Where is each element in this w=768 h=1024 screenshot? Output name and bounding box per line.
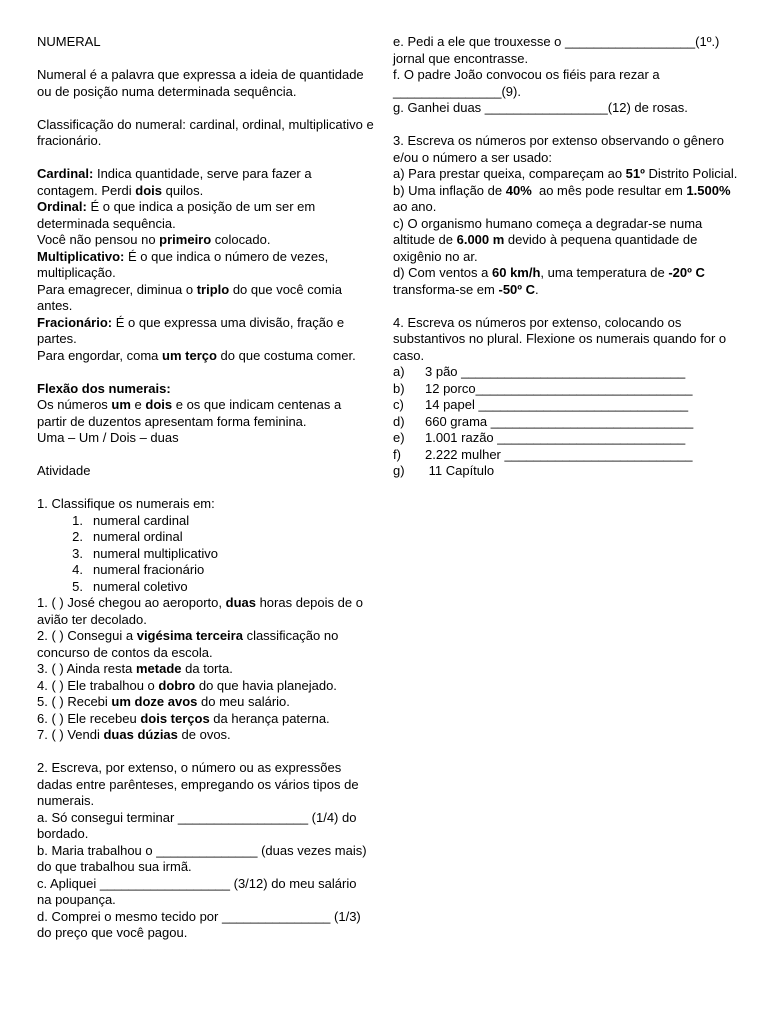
option-label: numeral multiplicativo — [93, 545, 218, 561]
fracionario-example-text: Para engordar, coma — [37, 347, 163, 363]
item-text: 3 pão _______________________________ — [425, 364, 686, 379]
item-bold: 1.500% — [686, 182, 731, 198]
item-text: 11 Capítulo — [425, 463, 495, 478]
multiplicativo-example — [37, 282, 374, 315]
question-4-item — [393, 463, 738, 480]
question-1-item — [37, 678, 374, 695]
ordinal-example-end: colocado. — [211, 232, 271, 247]
cardinal-text: Indica quantidade, serve para fazer a contagem. Perdi — [37, 166, 312, 198]
item-letter: c) — [393, 397, 404, 412]
question-2-item: f. O padre João convocou os fiéis para rezar a _______________(9). — [393, 67, 660, 99]
ordinal-example-text: Você não pensou no — [37, 232, 160, 247]
multiplicativo-definition — [37, 249, 374, 282]
item-text: 6. ( ) Ele recebeu — [37, 710, 141, 726]
question-2-item: c. Apliquei __________________ (3/12) do meu salário na poupança. — [37, 875, 357, 907]
question-1-item — [37, 727, 374, 744]
question-4-item — [393, 397, 738, 414]
option-item — [59, 546, 374, 563]
cardinal-definition — [37, 166, 374, 199]
flexao-bold-um: um — [111, 397, 131, 412]
cardinal-label: Cardinal: — [37, 166, 94, 181]
item-letter: a) — [393, 364, 405, 379]
item-text-end: da herança paterna. — [209, 710, 330, 726]
question-2-item: b. Maria trabalhou o ______________ (duas vezes mais) do que trabalhou sua irmã. — [37, 842, 367, 874]
item-bold: 51º — [625, 166, 645, 181]
item-text: 3. ( ) Ainda resta — [37, 661, 136, 676]
item-letter: f) — [393, 446, 401, 462]
question-3-item-a — [393, 166, 738, 183]
fracionario-text: É o que expressa uma divisão, fração e partes. — [37, 314, 345, 346]
ordinal-example-bold: primeiro — [159, 232, 212, 247]
question-3-item-b — [393, 183, 738, 216]
option-label: numeral ordinal — [93, 529, 183, 544]
question-4-item — [393, 414, 738, 431]
fracionario-definition — [37, 315, 374, 348]
item-text-end: devido à pequena quantidade de oxigênio no ar. — [393, 232, 698, 264]
item-letter: d) — [393, 413, 405, 429]
flexao-example: Uma – Um / Dois – duas — [37, 430, 179, 445]
cardinal-example-bold: dois — [135, 182, 163, 198]
question-2-item: g. Ganhei duas _________________(12) de rosas. — [393, 100, 688, 115]
multiplicativo-example-bold: triplo — [196, 281, 230, 297]
question-1-item — [37, 595, 374, 628]
multiplicativo-example-text: Para emagrecer, diminua o — [37, 281, 197, 297]
item-text-end: ao ano. — [393, 182, 738, 214]
question-2-item: a. Só consegui terminar __________________ (1/4) do bordado. — [37, 809, 357, 841]
item-text-mid: ao mês pode resultar em — [531, 182, 687, 198]
item-bold: dois terços — [140, 710, 210, 726]
item-bold: um doze avos — [111, 694, 198, 709]
item-text-end: do meu salário. — [197, 694, 290, 709]
right-column — [393, 34, 738, 480]
question-3-intro: 3. Escreva os números por extenso observando o gênero e/ou o número a ser usado: — [393, 133, 724, 165]
option-number: 5. — [72, 578, 83, 594]
item-text: 660 grama ____________________________ — [425, 413, 694, 429]
flexao-bold-dois: dois — [145, 397, 173, 412]
option-number: 2. — [72, 529, 83, 544]
item-bold: 40% — [505, 182, 532, 198]
item-text-end: da torta. — [181, 661, 233, 676]
ordinal-definition — [37, 199, 374, 232]
item-text-mid: , uma temperatura de — [540, 265, 669, 280]
ordinal-text: É o que indica a posição de um ser em determinada sequência. — [37, 199, 316, 231]
question-4-item — [393, 364, 738, 381]
atividade-heading: Atividade — [37, 463, 91, 478]
multiplicativo-text: É o que indica o número de vezes, multiplicação. — [37, 248, 329, 280]
item-text: c) O organismo humano começa a degradar-se numa altitude de — [393, 215, 703, 247]
question-2-intro: 2. Escreva, por extenso, o número ou as expressões dadas entre parênteses, empregando os vários tipos de numerais. — [37, 760, 359, 808]
flexao-text-a: Os números — [37, 397, 112, 412]
option-number: 1. — [72, 512, 83, 528]
item-text: 2.222 mulher __________________________ — [425, 446, 693, 462]
question-4-item — [393, 447, 738, 464]
option-label: numeral cardinal — [93, 512, 190, 528]
option-label: numeral coletivo — [93, 578, 188, 594]
item-text-end: . — [535, 281, 539, 297]
option-item — [59, 529, 374, 546]
page-title: NUMERAL — [37, 34, 101, 49]
question-1-item — [37, 628, 374, 661]
item-text-end: classificação no concurso de contos da escola. — [37, 628, 339, 660]
ordinal-label: Ordinal: — [37, 199, 87, 214]
option-label: numeral fracionário — [93, 562, 205, 577]
question-1-options — [37, 513, 374, 596]
flexao-heading: Flexão dos numerais: — [37, 380, 171, 396]
fracionario-example-bold: um terço — [162, 347, 217, 363]
item-text-end: horas depois de o avião ter decolado. — [37, 595, 363, 627]
fracionario-label: Fracionário: — [37, 314, 113, 330]
item-text: d) Com ventos a — [393, 265, 492, 280]
item-text: 12 porco______________________________ — [425, 380, 693, 396]
item-text: 14 papel _____________________________ — [425, 397, 689, 412]
option-item — [59, 579, 374, 596]
item-bold: 6.000 m — [456, 232, 505, 247]
item-bold: -50º C — [498, 281, 536, 297]
item-text-end: de ovos. — [177, 727, 231, 742]
option-item — [59, 562, 374, 579]
cardinal-text-end: quilos. — [162, 182, 204, 198]
item-bold: duas — [225, 595, 256, 610]
multiplicativo-example-end: do que você comia antes. — [37, 281, 342, 313]
item-bold: -20º C — [668, 265, 705, 280]
fracionario-example-end: do que costuma comer. — [216, 347, 356, 363]
classification-paragraph: Classificação do numeral: cardinal, ordinal, multiplicativo e fracionário. — [37, 116, 374, 148]
question-4-item — [393, 381, 738, 398]
definition-paragraph: Numeral é a palavra que expressa a ideia de quantidade ou de posição numa determinada sequência. — [37, 67, 364, 99]
multiplicativo-label: Multiplicativo: — [37, 248, 125, 264]
item-bold: dobro — [158, 677, 196, 693]
item-text: a) Para prestar queixa, compareçam ao — [393, 166, 626, 181]
question-1-item — [37, 694, 374, 711]
left-column — [37, 34, 374, 942]
item-text: 1. ( ) José chegou ao aeroporto, — [37, 595, 226, 610]
item-text: 7. ( ) Vendi — [37, 727, 104, 742]
flexao-text-b: e — [130, 397, 146, 412]
flexao-text-c: e os que indicam centenas a partir de duzentos apresentam forma feminina. — [37, 397, 342, 429]
ordinal-example — [37, 232, 374, 249]
question-1-item — [37, 711, 374, 728]
question-1-item — [37, 661, 374, 678]
item-bold: vigésima terceira — [136, 628, 243, 643]
item-text-end: Distrito Policial. — [644, 166, 738, 181]
fracionario-example — [37, 348, 374, 365]
item-text-end: do que havia planejado. — [195, 677, 337, 693]
question-3-item-d — [393, 265, 738, 298]
option-number: 3. — [72, 545, 83, 561]
option-item — [59, 513, 374, 530]
question-3-item-c — [393, 216, 738, 266]
item-letter: g) — [393, 463, 405, 478]
question-4-intro: 4. Escreva os números por extenso, colocando os substantivos no plural. Flexione os numerais quando for o caso. — [393, 314, 727, 363]
option-number: 4. — [72, 562, 83, 577]
item-text: b) Uma inflação de — [393, 182, 506, 198]
item-bold: metade — [136, 661, 182, 676]
item-text: 2. ( ) Consegui a — [37, 628, 137, 643]
item-letter: b) — [393, 380, 405, 396]
question-4-list — [393, 364, 738, 480]
item-text: 1.001 razão __________________________ — [425, 430, 686, 445]
item-text-mid: transforma-se em — [393, 281, 499, 297]
item-letter: e) — [393, 430, 405, 445]
question-2-item: d. Comprei o mesmo tecido por _______________ (1/3) do preço que você pagou. — [37, 908, 361, 940]
item-bold: duas dúzias — [103, 727, 178, 742]
flexao-paragraph — [37, 397, 374, 430]
question-2-item: e. Pedi a ele que trouxesse o __________________(1º.) jornal que encontrasse. — [393, 34, 720, 66]
question-1-intro: 1. Classifique os numerais em: — [37, 496, 215, 511]
item-bold: 60 km/h — [492, 265, 541, 280]
item-text: 4. ( ) Ele trabalhou o — [37, 677, 159, 693]
question-4-item — [393, 430, 738, 447]
item-text: 5. ( ) Recebi — [37, 694, 112, 709]
